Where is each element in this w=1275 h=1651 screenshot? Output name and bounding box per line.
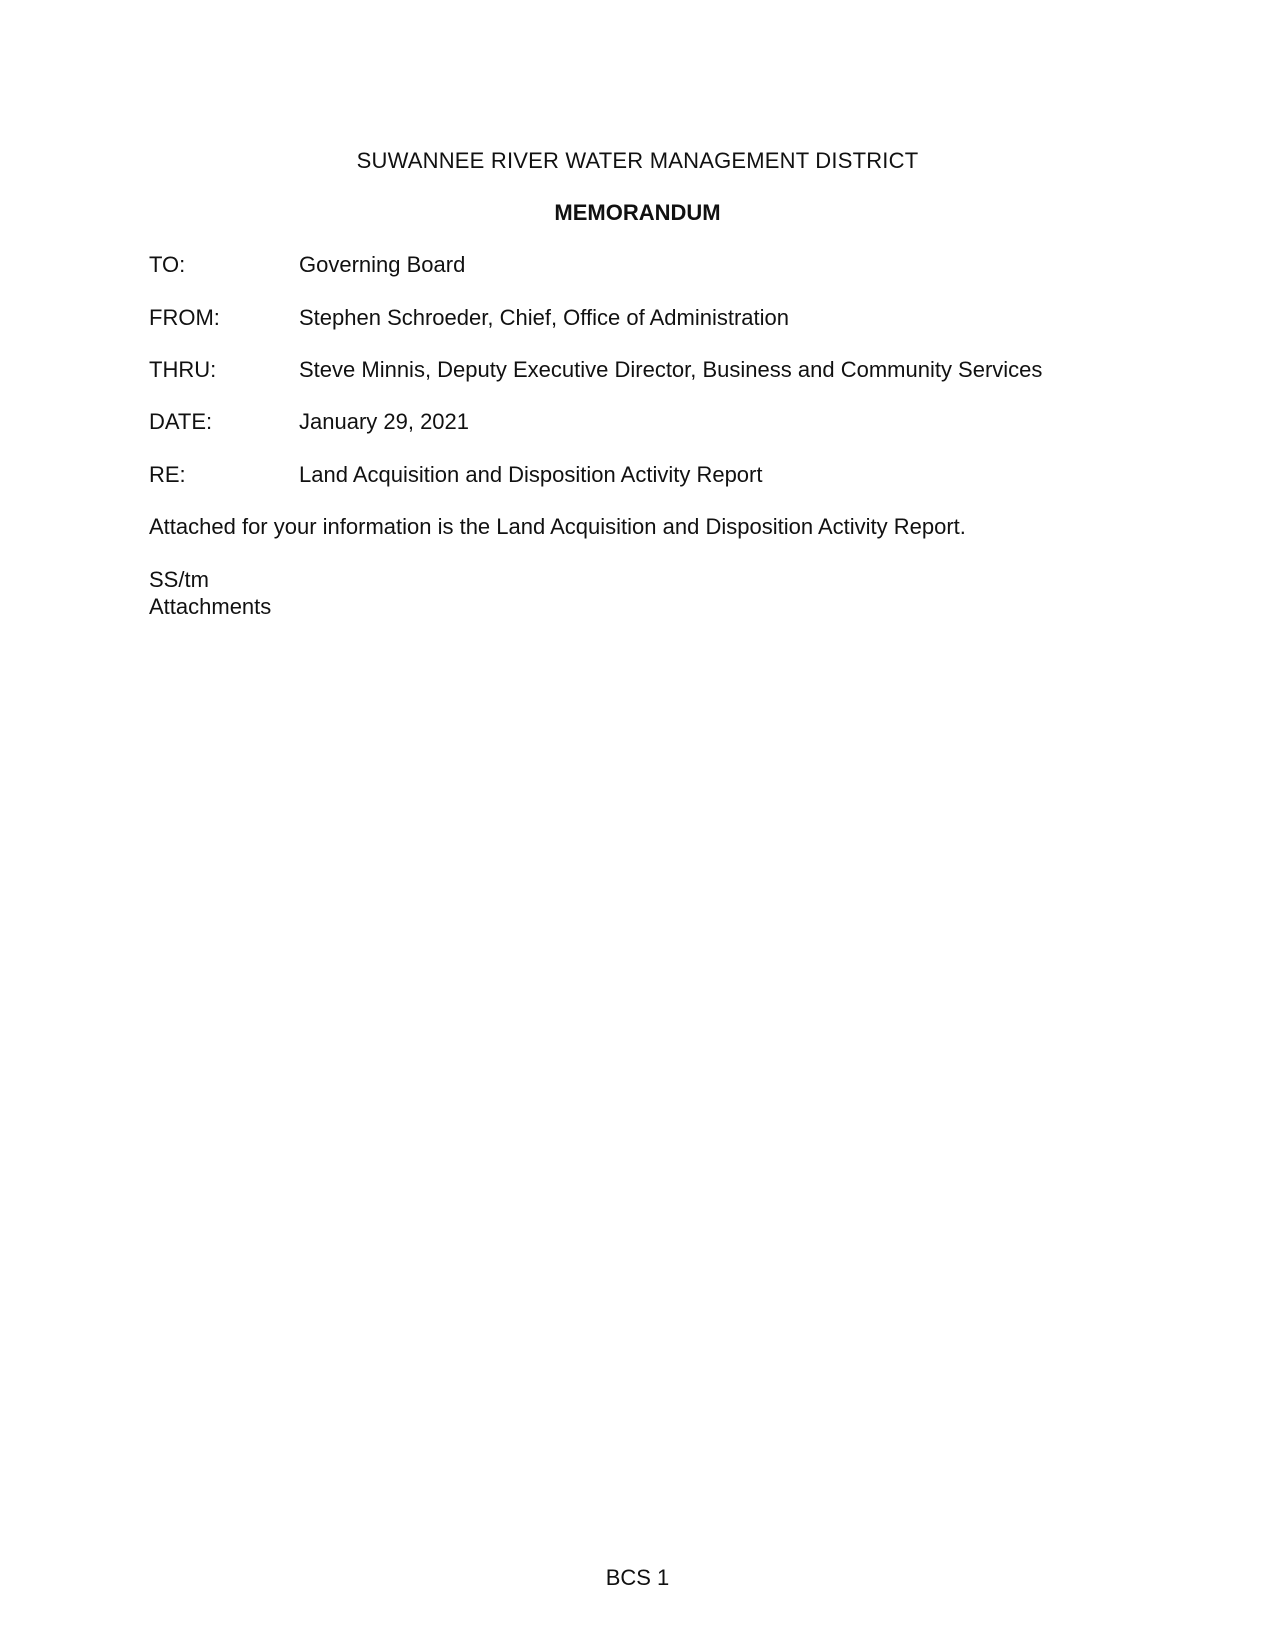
author-initials: SS/tm xyxy=(149,567,209,592)
to-value: Governing Board xyxy=(299,252,466,277)
memo-body: Attached for your information is the Land Acquisition and Disposition Activity Report. xyxy=(149,514,966,539)
thru-value: Steve Minnis, Deputy Executive Director, Business and Community Services xyxy=(299,357,1043,382)
thru-label: THRU: xyxy=(149,357,217,382)
re-value: Land Acquisition and Disposition Activity Report xyxy=(299,462,763,487)
from-value: Stephen Schroeder, Chief, Office of Administration xyxy=(299,305,789,330)
date-value: January 29, 2021 xyxy=(299,409,470,434)
date-label: DATE: xyxy=(149,409,213,434)
from-label: FROM: xyxy=(149,305,220,330)
re-label: RE: xyxy=(149,462,186,487)
to-label: TO: xyxy=(149,252,186,277)
organization-title: SUWANNEE RIVER WATER MANAGEMENT DISTRICT xyxy=(356,148,919,173)
attachments-note: Attachments xyxy=(149,594,272,619)
page-footer-label: BCS 1 xyxy=(605,1565,670,1590)
memo-heading: MEMORANDUM xyxy=(554,200,721,225)
